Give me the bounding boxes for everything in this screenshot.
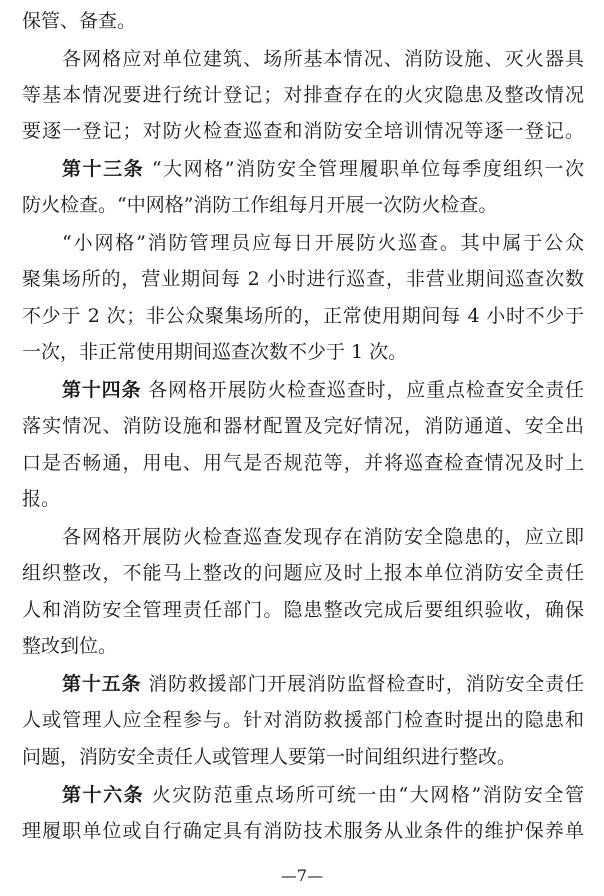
text-line: 各网格开展防火检查巡查发现存在消防安全隐患的，应立即 xyxy=(62,526,584,548)
text-line: 各网格应对单位建筑、场所基本情况、消防设施、灭火器具 xyxy=(62,48,584,70)
text-line: 组织整改，不能马上整改的问题应及时上报本单位消防安全责任 xyxy=(22,562,584,584)
article-text: 各网格开展防火检查巡查时，应重点检查安全责任 xyxy=(148,379,584,401)
text-line: 防火检查。“中网格”消防工作组每月开展一次防火检查。 xyxy=(22,194,498,216)
text-line: 人和消防安全管理责任部门。隐患整改完成后要组织验收，确保 xyxy=(22,599,584,621)
article-heading: 第十四条 xyxy=(62,379,142,401)
text-line: 保管、备查。 xyxy=(22,10,137,32)
text-line: 整改到位。 xyxy=(22,635,118,657)
article-heading: 第十六条 xyxy=(62,784,145,806)
article-line xyxy=(62,783,584,809)
text-line: 等基本情况要进行统计登记；对排查存在的火灾隐患及整改情况 xyxy=(22,84,584,106)
article-heading: 第十三条 xyxy=(62,158,145,180)
text-line: 落实情况、消防设施和器材配置及完好情况，消防通道、安全出 xyxy=(22,415,584,437)
text-line: 要逐一登记；对防火检查巡查和消防安全培训情况等逐一登记。 xyxy=(22,120,584,142)
text-line: 口是否畅通，用电、用气是否规范等，并将巡查检查情况及时上 xyxy=(22,452,584,474)
text-line: 不少于 2 次；非公众聚集场所的，正常使用期间每 4 小时不少于 xyxy=(22,305,584,327)
article-text: “大网格”消防安全管理履职单位每季度组织一次 xyxy=(151,158,584,180)
article-heading: 第十五条 xyxy=(62,673,142,695)
article-text: 消防救援部门开展消防监督检查时，消防安全责任 xyxy=(148,673,584,695)
page-number: —7— xyxy=(280,866,324,885)
text-line: 一次，非正常使用期间巡查次数不少于 1 次。 xyxy=(22,341,408,363)
text-line: 理履职单位或自行确定具有消防技术服务从业条件的维护保养单 xyxy=(22,820,584,842)
text-line: 聚集场所的，营业期间每 2 小时进行巡查，非营业期间巡查次数 xyxy=(22,268,584,290)
article-line xyxy=(62,672,584,698)
text-line: 人或管理人应全程参与。针对消防救援部门检查时提出的隐患和 xyxy=(22,709,584,731)
text-line: 问题，消防安全责任人或管理人要第一时间组织进行整改。 xyxy=(22,746,517,768)
article-text: 火灾防范重点场所可统一由“大网格”消防安全管 xyxy=(151,784,584,806)
text-line: “小网格”消防管理员应每日开展防火巡查。其中属于公众 xyxy=(62,232,584,254)
article-line xyxy=(62,157,584,183)
article-line xyxy=(62,378,584,404)
text-line: 报。 xyxy=(22,488,61,510)
